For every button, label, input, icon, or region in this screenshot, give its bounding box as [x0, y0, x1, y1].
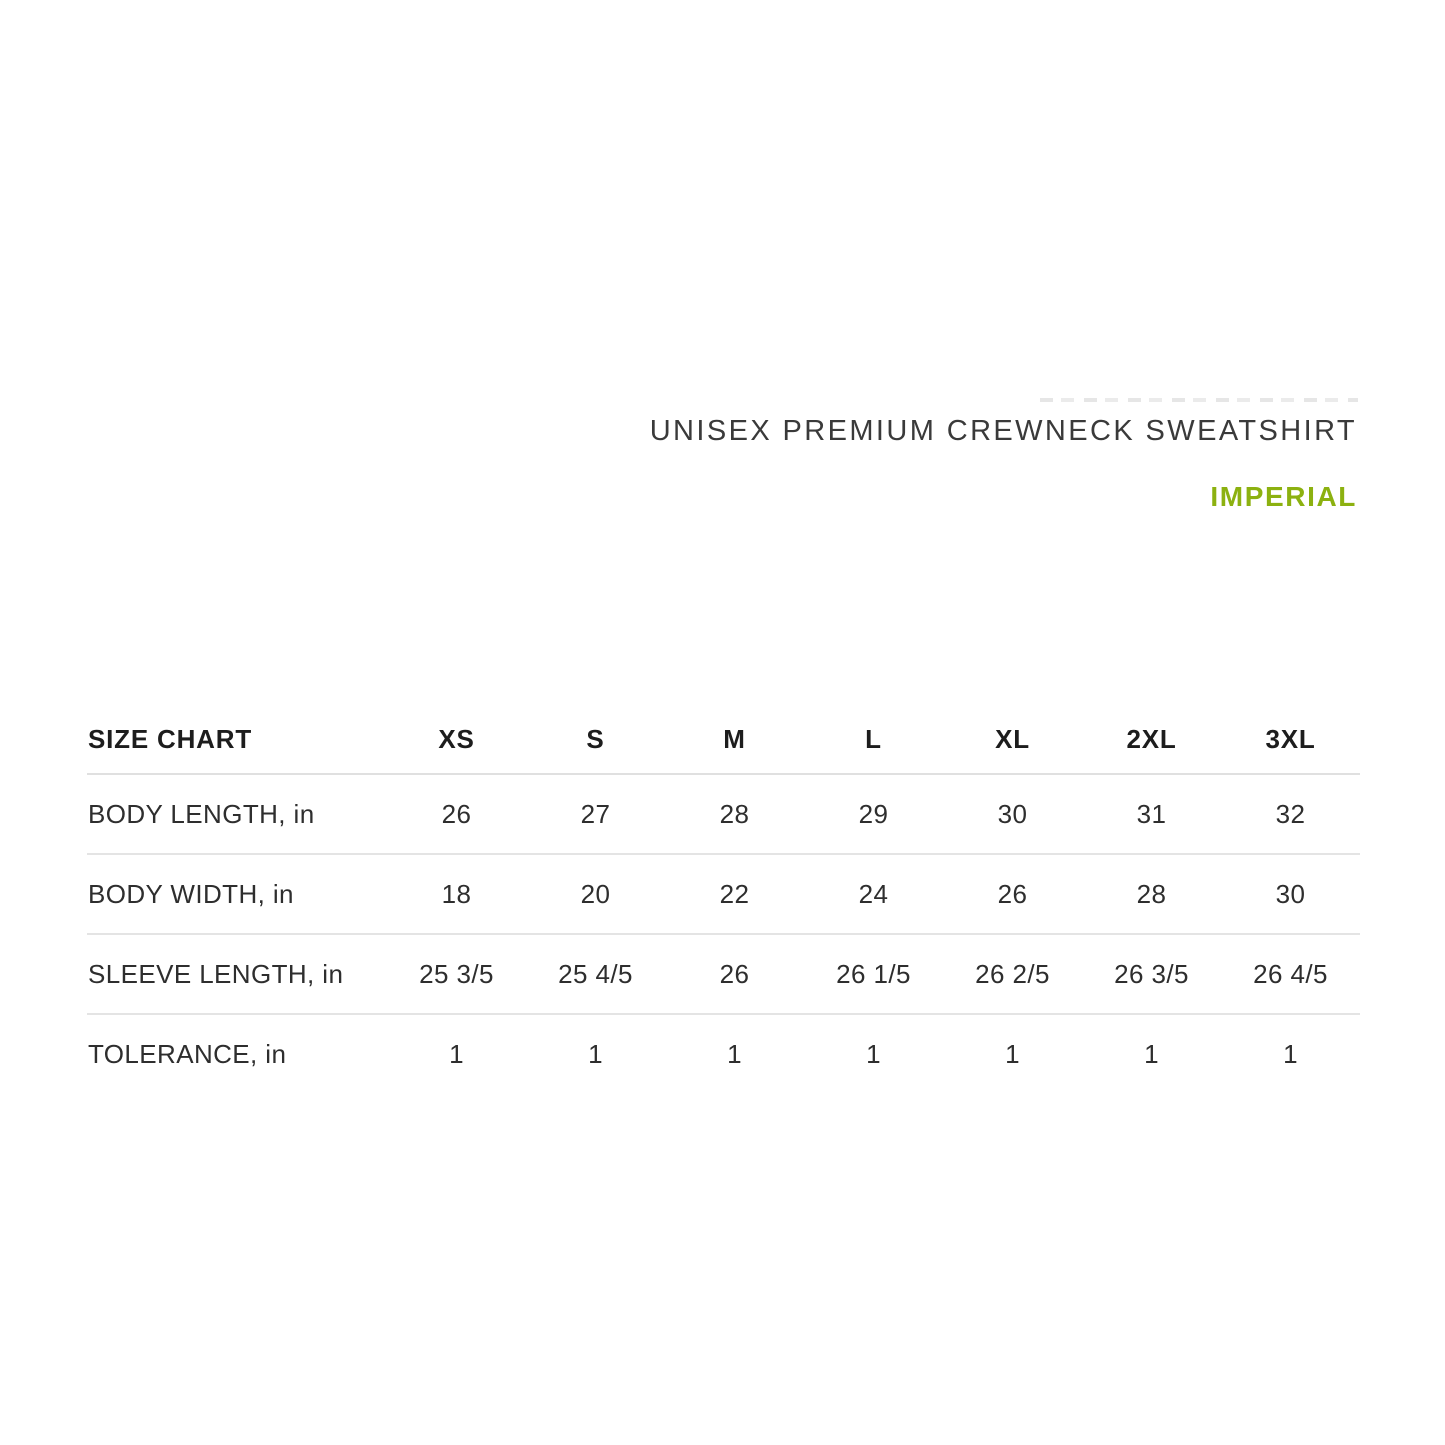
- table-row-sleeve-length: [87, 934, 1360, 1014]
- cell-value: 30: [1221, 854, 1360, 934]
- row-label: BODY WIDTH, in: [87, 854, 387, 934]
- col-header-l: L: [804, 706, 943, 774]
- cell-value: 25 3/5: [387, 934, 526, 1014]
- cell-value: 28: [1082, 854, 1221, 934]
- table-row-body-length: [87, 774, 1360, 854]
- col-header-s: S: [526, 706, 665, 774]
- row-label: BODY LENGTH, in: [87, 774, 387, 854]
- cell-value: 1: [588, 1039, 603, 1069]
- cell-value: 26: [943, 854, 1082, 934]
- cell-value: 26: [387, 774, 526, 854]
- cell-value: 18: [387, 854, 526, 934]
- cell-value: 1: [1283, 1039, 1298, 1069]
- cell-value: 32: [1221, 774, 1360, 854]
- cell-value: 1: [449, 1039, 464, 1069]
- cell-value: 1: [1005, 1039, 1020, 1069]
- size-chart-table: [87, 706, 1360, 1094]
- unit-system-label: IMPERIAL: [1210, 481, 1357, 512]
- col-header-xl: XL: [943, 706, 1082, 774]
- cropped-text-artifact: [1040, 398, 1358, 402]
- cell-value: 1: [1144, 1039, 1159, 1069]
- cell-value: 24: [804, 854, 943, 934]
- table-header-row: [87, 706, 1360, 774]
- cell-value: 26: [665, 934, 804, 1014]
- cell-value: 1: [727, 1039, 742, 1069]
- col-header-xs: XS: [387, 706, 526, 774]
- cell-value: 25 4/5: [526, 934, 665, 1014]
- table-row-body-width: [87, 854, 1360, 934]
- size-chart-table-wrap: [87, 706, 1360, 1094]
- row-label: TOLERANCE, in: [88, 1039, 287, 1069]
- table-row-tolerance: [87, 1014, 1360, 1094]
- cell-value: 27: [526, 774, 665, 854]
- col-header-m: M: [665, 706, 804, 774]
- col-header-3xl: 3XL: [1221, 706, 1360, 774]
- cell-value: 29: [804, 774, 943, 854]
- cell-value: 26 3/5: [1082, 934, 1221, 1014]
- cell-value: 30: [943, 774, 1082, 854]
- cell-value: 26 4/5: [1221, 934, 1360, 1014]
- cell-value: 20: [526, 854, 665, 934]
- col-header-2xl: 2XL: [1082, 706, 1221, 774]
- cell-value: 22: [665, 854, 804, 934]
- product-title: UNISEX PREMIUM CREWNECK SWEATSHIRT: [649, 415, 1357, 447]
- cell-value: 31: [1082, 774, 1221, 854]
- cell-value: 1: [866, 1039, 881, 1069]
- row-label: SLEEVE LENGTH, in: [87, 934, 387, 1014]
- cell-value: 28: [665, 774, 804, 854]
- table-title: SIZE CHART: [87, 706, 387, 774]
- cell-value: 26 2/5: [943, 934, 1082, 1014]
- cell-value: 26 1/5: [804, 934, 943, 1014]
